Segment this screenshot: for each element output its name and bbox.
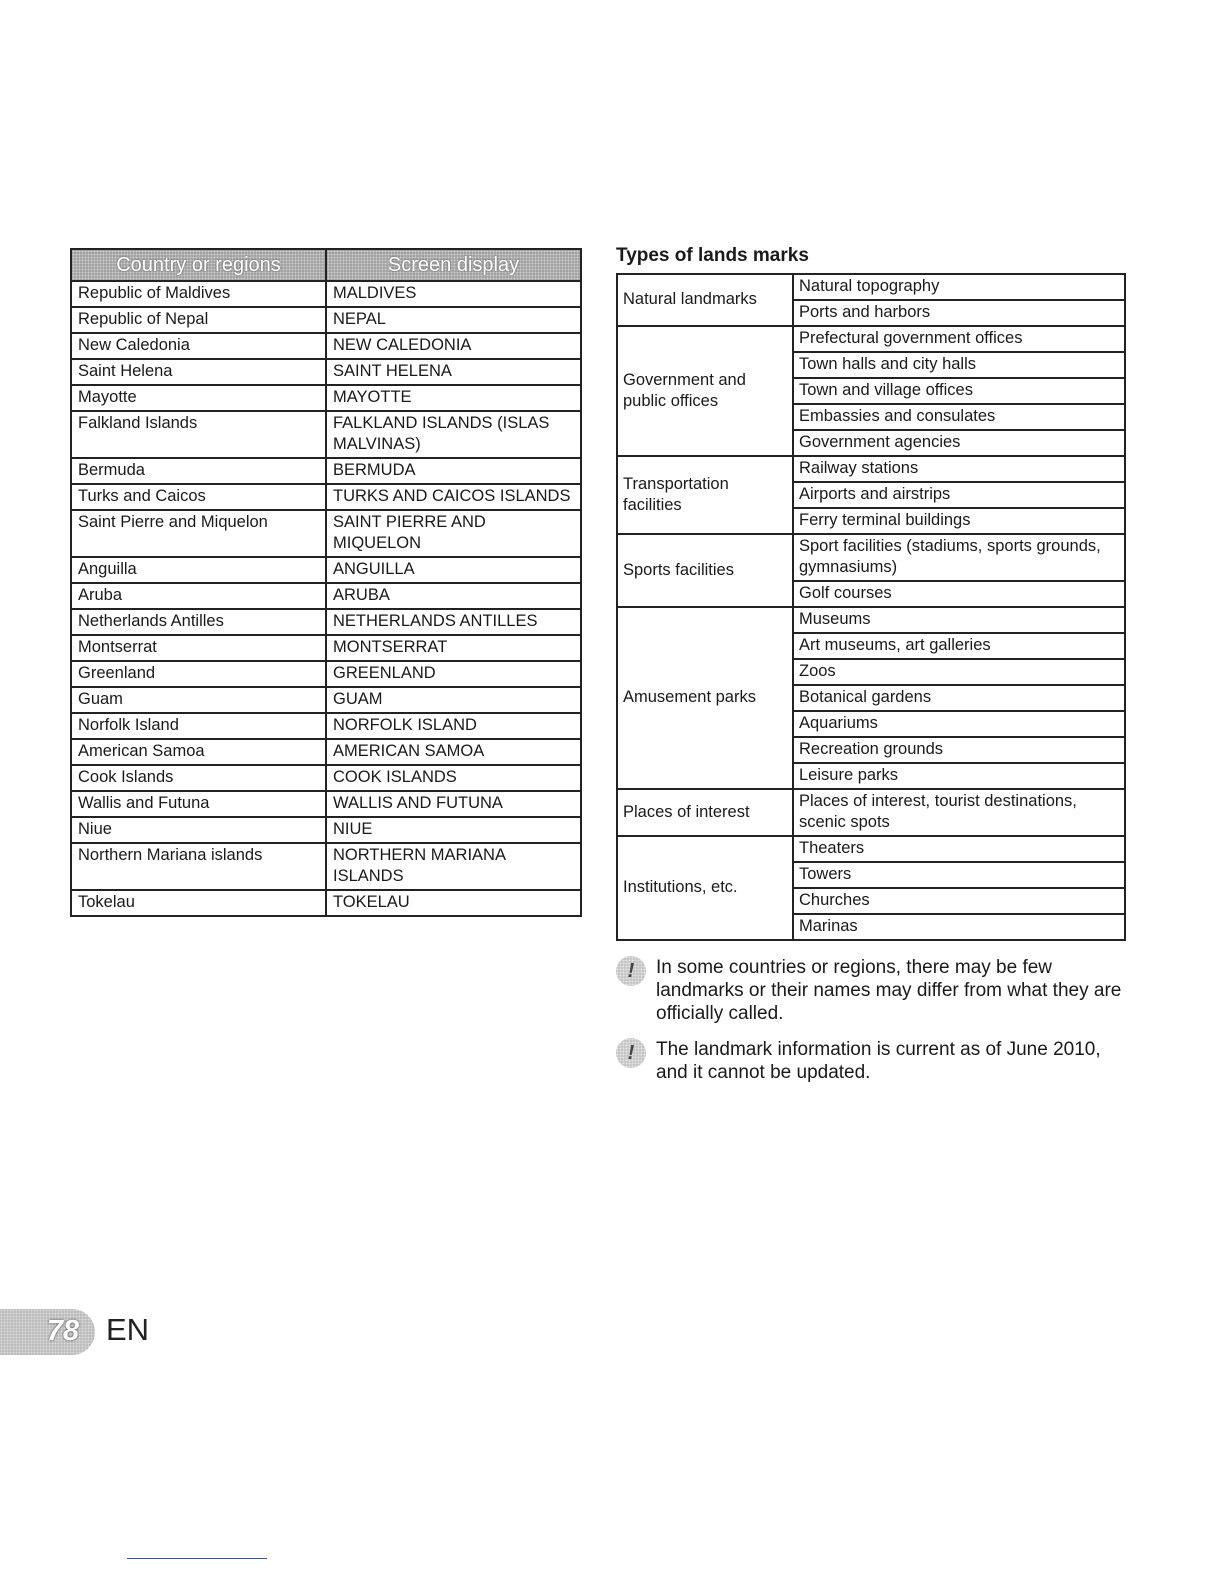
table-row: [71, 333, 581, 359]
landmark-item-cell: Art museums, art galleries: [793, 633, 1125, 659]
landmark-item-cell: Leisure parks: [793, 763, 1125, 789]
country-cell: Greenland: [71, 661, 326, 687]
landmark-item-cell: Airports and airstrips: [793, 482, 1125, 508]
country-cell: Saint Helena: [71, 359, 326, 385]
landmark-item-cell: Zoos: [793, 659, 1125, 685]
page-number: 78: [46, 1315, 79, 1347]
landmark-item-cell: Places of interest, tourist destinations, scenic spots: [793, 789, 1125, 836]
table-row: [617, 326, 1125, 352]
screen-display-cell: ANGUILLA: [326, 557, 581, 583]
screen-display-cell: ARUBA: [326, 583, 581, 609]
note-text: The landmark information is current as of June 2010, and it cannot be updated.: [656, 1039, 1101, 1083]
table-row: [71, 557, 581, 583]
screen-display-cell: TURKS AND CAICOS ISLANDS: [326, 484, 581, 510]
caution-icon: !: [616, 1038, 646, 1068]
table-row: [617, 534, 1125, 581]
column-header-screen-display: Screen display: [326, 249, 581, 281]
country-cell: Mayotte: [71, 385, 326, 411]
caution-icon: !: [616, 956, 646, 986]
screen-display-cell: BERMUDA: [326, 458, 581, 484]
country-cell: Turks and Caicos: [71, 484, 326, 510]
table-row: [71, 583, 581, 609]
country-cell: Republic of Maldives: [71, 281, 326, 307]
landmark-item-cell: Natural topography: [793, 274, 1125, 300]
screen-display-cell: GUAM: [326, 687, 581, 713]
landmark-item-cell: Marinas: [793, 914, 1125, 940]
screen-display-cell: FALKLAND ISLANDS (ISLAS MALVINAS): [326, 411, 581, 458]
landmark-item-cell: Churches: [793, 888, 1125, 914]
country-cell: Anguilla: [71, 557, 326, 583]
note-text: In some countries or regions, there may be few landmarks or their names may differ from what they are officially called.: [656, 957, 1122, 1024]
landmark-item-cell: Aquariums: [793, 711, 1125, 737]
country-cell: Niue: [71, 817, 326, 843]
screen-display-cell: NORTHERN MARIANA ISLANDS: [326, 843, 581, 890]
country-cell: Wallis and Futuna: [71, 791, 326, 817]
landmark-item-cell: Ports and harbors: [793, 300, 1125, 326]
screen-display-cell: MAYOTTE: [326, 385, 581, 411]
table-row: [71, 843, 581, 890]
table-row: [617, 607, 1125, 633]
screen-display-cell: TOKELAU: [326, 890, 581, 916]
table-row: [617, 789, 1125, 836]
table-row: [71, 890, 581, 916]
landmark-category-cell: Amusement parks: [617, 607, 793, 789]
landmark-item-cell: Towers: [793, 862, 1125, 888]
screen-display-cell: WALLIS AND FUTUNA: [326, 791, 581, 817]
landmark-item-cell: Town and village offices: [793, 378, 1125, 404]
landmark-category-cell: Sports facilities: [617, 534, 793, 607]
country-table-body: [71, 281, 581, 916]
country-cell: Netherlands Antilles: [71, 609, 326, 635]
screen-display-cell: MALDIVES: [326, 281, 581, 307]
table-row: [71, 791, 581, 817]
landmark-category-cell: Transportation facilities: [617, 456, 793, 534]
screen-display-cell: NEW CALEDONIA: [326, 333, 581, 359]
country-cell: New Caledonia: [71, 333, 326, 359]
landmark-item-cell: Recreation grounds: [793, 737, 1125, 763]
landmark-table-body: [617, 274, 1125, 940]
note-landmark-info-date: [616, 1038, 1126, 1084]
table-row: [71, 635, 581, 661]
landmark-item-cell: Government agencies: [793, 430, 1125, 456]
table-row: [71, 307, 581, 333]
landmarks-heading: Types of lands marks: [616, 245, 809, 266]
country-cell: Aruba: [71, 583, 326, 609]
table-row: [71, 713, 581, 739]
country-cell: Saint Pierre and Miquelon: [71, 510, 326, 557]
table-row: [71, 281, 581, 307]
country-table: [70, 248, 582, 917]
landmark-category-cell: Natural landmarks: [617, 274, 793, 326]
landmark-category-cell: Places of interest: [617, 789, 793, 836]
country-cell: Tokelau: [71, 890, 326, 916]
table-row: [71, 458, 581, 484]
screen-display-cell: SAINT HELENA: [326, 359, 581, 385]
screen-display-cell: NEPAL: [326, 307, 581, 333]
table-row: [71, 359, 581, 385]
screen-display-cell: NETHERLANDS ANTILLES: [326, 609, 581, 635]
table-row: [71, 411, 581, 458]
landmark-item-cell: Prefectural government offices: [793, 326, 1125, 352]
screen-display-cell: GREENLAND: [326, 661, 581, 687]
table-row: [71, 510, 581, 557]
screen-display-cell: COOK ISLANDS: [326, 765, 581, 791]
landmark-category-cell: Government and public offices: [617, 326, 793, 456]
screen-display-cell: NORFOLK ISLAND: [326, 713, 581, 739]
landmark-item-cell: Embassies and consulates: [793, 404, 1125, 430]
screen-display-cell: SAINT PIERRE AND MIQUELON: [326, 510, 581, 557]
language-code: EN: [106, 1312, 150, 1347]
country-cell: Cook Islands: [71, 765, 326, 791]
country-cell: Guam: [71, 687, 326, 713]
screen-display-cell: AMERICAN SAMOA: [326, 739, 581, 765]
note-few-landmarks: [616, 956, 1126, 1025]
landmark-item-cell: Town halls and city halls: [793, 352, 1125, 378]
divider-line: [127, 1558, 267, 1559]
country-cell: Falkland Islands: [71, 411, 326, 458]
landmark-item-cell: Golf courses: [793, 581, 1125, 607]
country-cell: Republic of Nepal: [71, 307, 326, 333]
landmark-item-cell: Museums: [793, 607, 1125, 633]
table-row: [71, 739, 581, 765]
country-cell: American Samoa: [71, 739, 326, 765]
landmark-category-cell: Institutions, etc.: [617, 836, 793, 940]
landmark-item-cell: Botanical gardens: [793, 685, 1125, 711]
country-cell: Montserrat: [71, 635, 326, 661]
table-row: [71, 765, 581, 791]
table-row: [617, 836, 1125, 862]
country-cell: Northern Mariana islands: [71, 843, 326, 890]
screen-display-cell: MONTSERRAT: [326, 635, 581, 661]
landmark-item-cell: Theaters: [793, 836, 1125, 862]
table-row: [71, 687, 581, 713]
table-row: [71, 661, 581, 687]
table-row: [71, 817, 581, 843]
page-number-tab: [0, 1309, 95, 1355]
country-cell: Norfolk Island: [71, 713, 326, 739]
landmark-item-cell: Ferry terminal buildings: [793, 508, 1125, 534]
table-row: [71, 484, 581, 510]
landmark-types-table: [616, 273, 1126, 941]
table-row: [617, 456, 1125, 482]
landmark-item-cell: Railway stations: [793, 456, 1125, 482]
table-row: [71, 385, 581, 411]
column-header-country: Country or regions: [71, 249, 326, 281]
screen-display-cell: NIUE: [326, 817, 581, 843]
table-row: [617, 274, 1125, 300]
table-row: [71, 609, 581, 635]
country-table-header-row: [71, 249, 581, 281]
landmark-item-cell: Sport facilities (stadiums, sports grounds, gymnasiums): [793, 534, 1125, 581]
country-cell: Bermuda: [71, 458, 326, 484]
